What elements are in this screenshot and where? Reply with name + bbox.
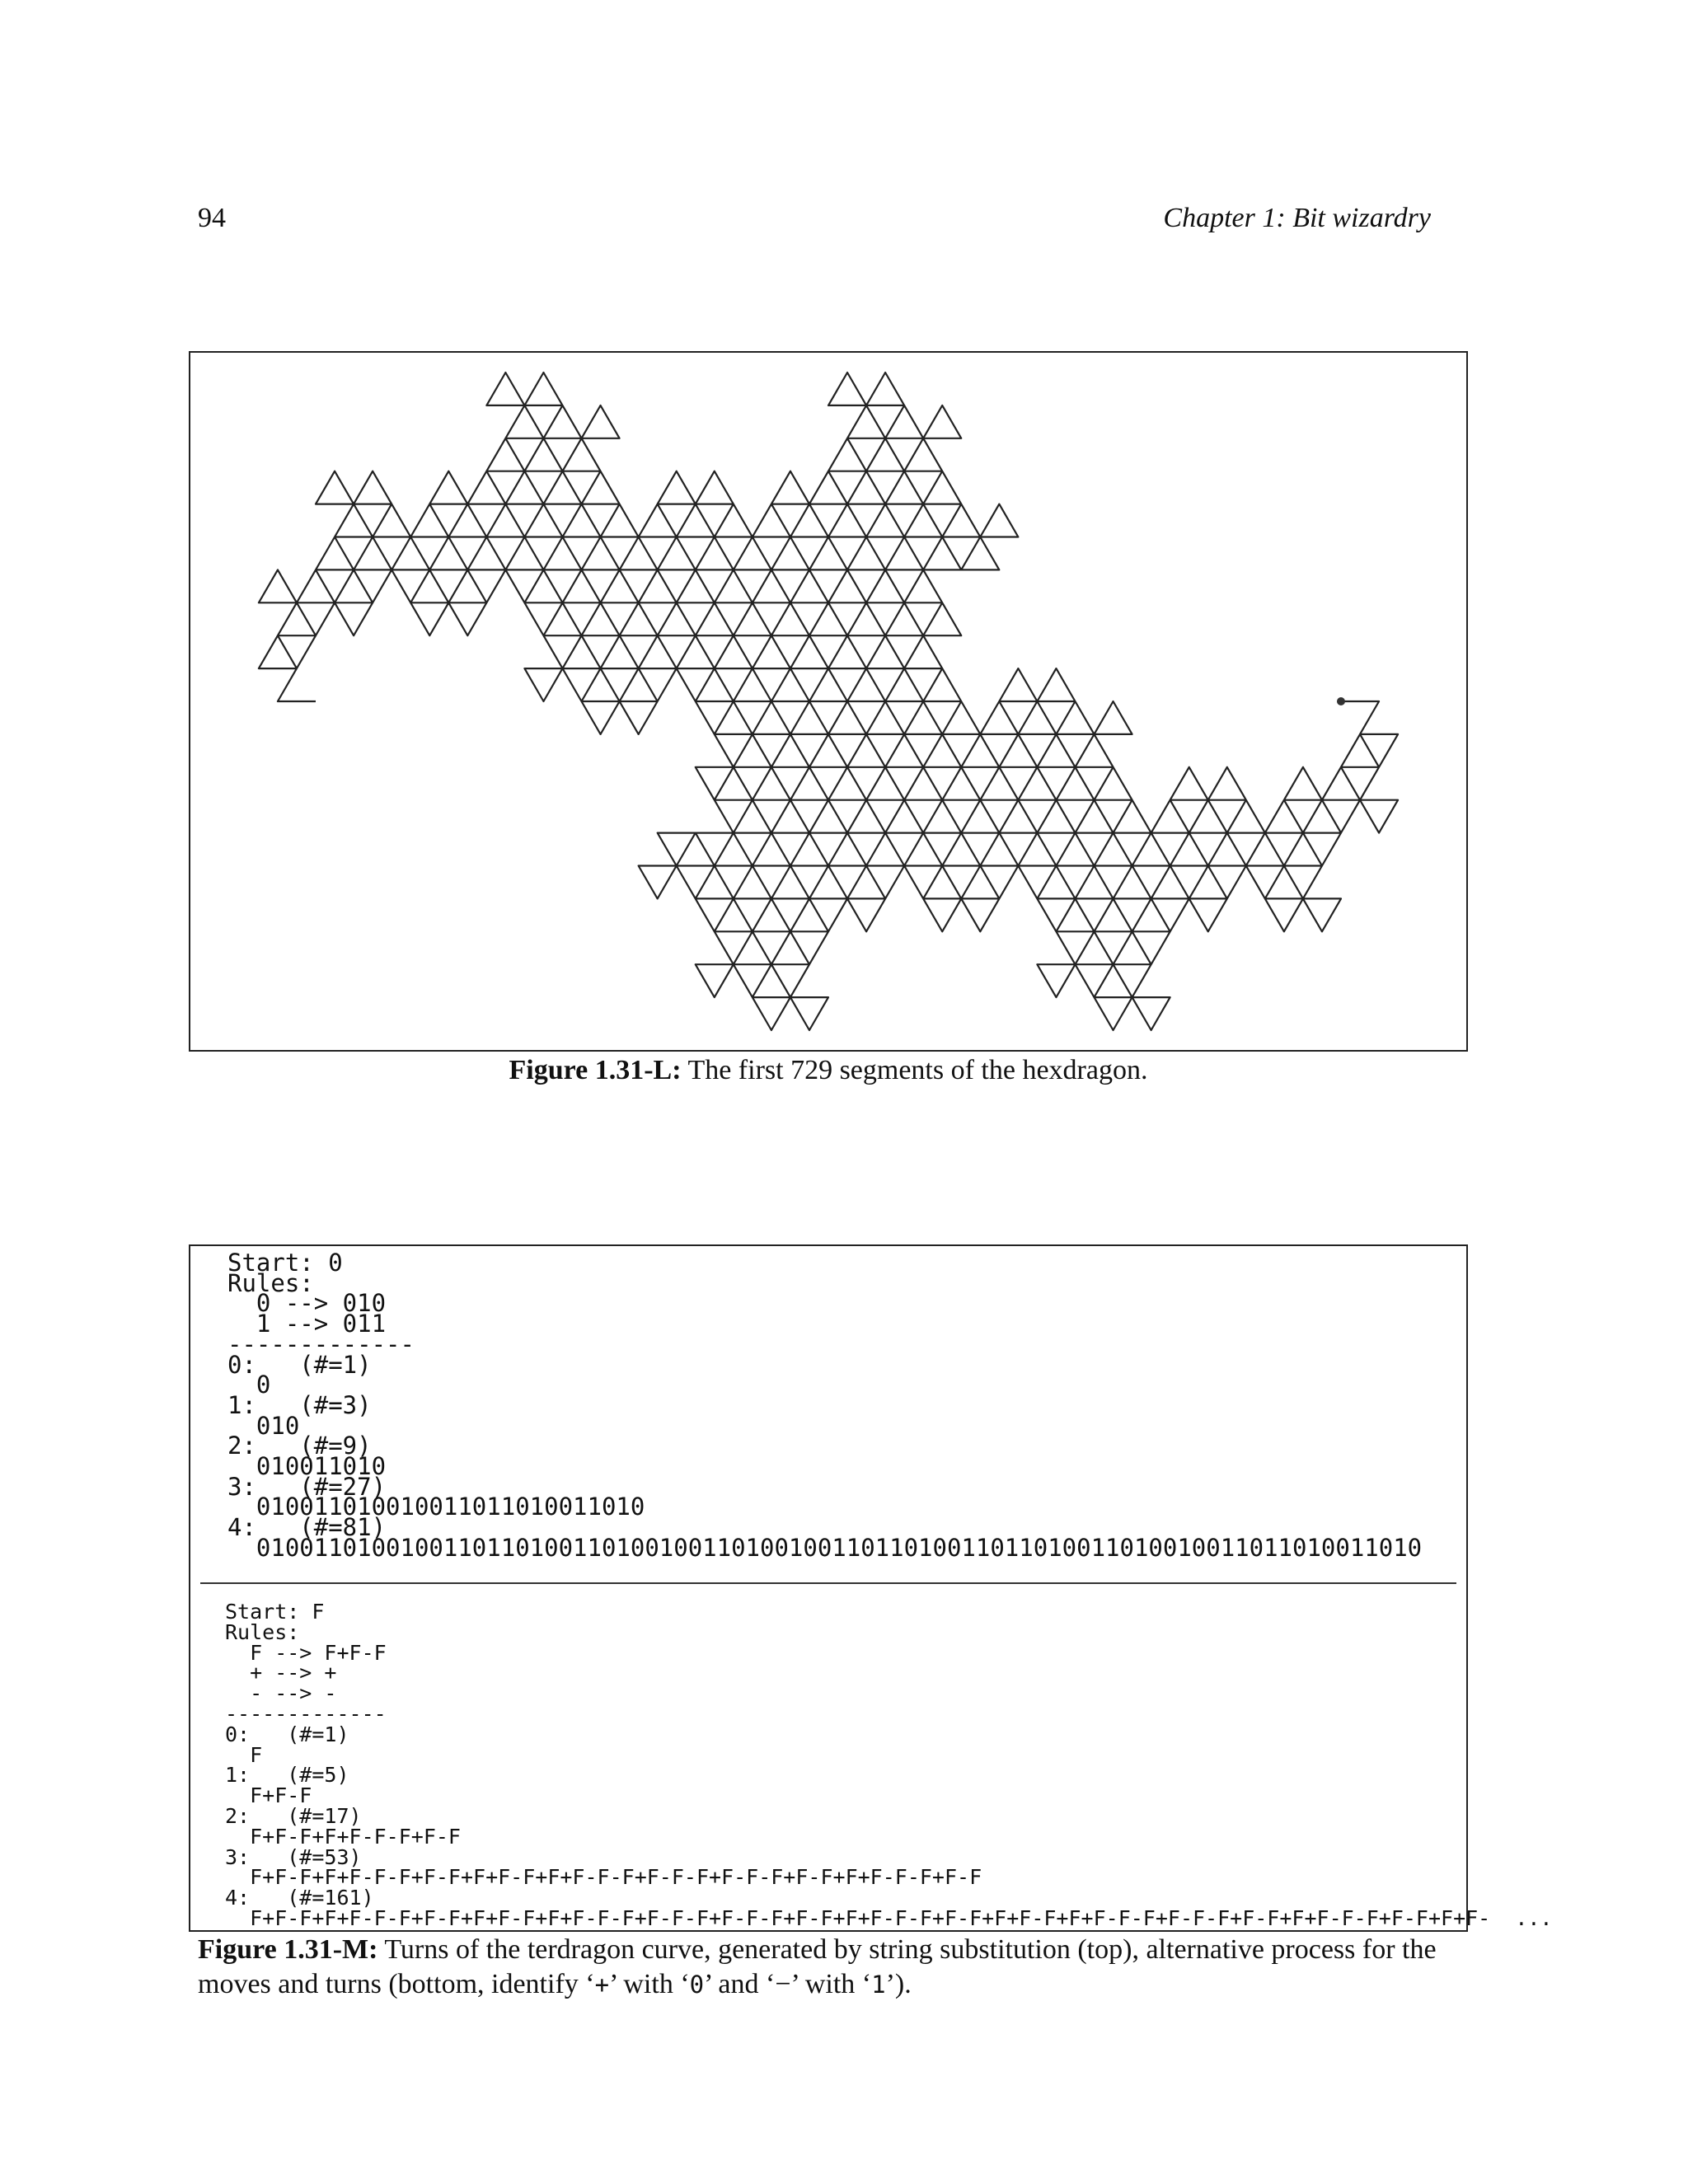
figure-l-caption — [189, 1055, 1468, 1086]
figure-l-caption-label: Figure 1.31-L: — [509, 1055, 682, 1085]
caption-symbol-plus: + — [594, 1971, 610, 1999]
figure-m-caption-text-5: ’). — [885, 1969, 912, 1999]
caption-symbol-zero: 0 — [689, 1971, 705, 1999]
hexdragon-curve — [259, 373, 1398, 1030]
substitution-listing-top: Start: 0 Rules: 0 --> 010 1 --> 011 ------------- 0: (#=1) 0 1: (#=3) 010 2: (#=9) 010011010 3: (#=27) 010011010010011011010011010 4: (#=81) 010011010010011011010011010010011010010011011010011011010011010010011011010011010 — [227, 1249, 1423, 1562]
page-number: 94 — [198, 203, 226, 233]
figure-m-caption-label: Figure 1.31-M: — [198, 1934, 378, 1965]
figure-terdragon-frame — [189, 1244, 1553, 1932]
caption-symbol-minus: − — [775, 1969, 791, 1999]
figure-m-caption-text-4: ’ with ‘ — [790, 1969, 872, 1999]
curve-start-dot — [1337, 697, 1345, 705]
figure-m-caption — [198, 1933, 1467, 2002]
listing-divider — [200, 1582, 1456, 1584]
running-head: Chapter 1: Bit wizardry — [1163, 203, 1431, 233]
substitution-listing-bottom: Start: F Rules: F --> F+F-F + --> + - --> - ------------- 0: (#=1) F 1: (#=5) F+F-F 2: (#=17) F+F-F+F+F-F-F+F-F 3: (#=53) F+F-F+F+F-F-F+F-F+F+F-F+F+F-F-F+F-F-F+F-F-F+F-F+F+F-F-F+F-F 4: (#=161) F+F-F+F+F-F-F+F-F+F+F-F+F+F-F-F+F-F-F+F-F-F+F-F+F+F-F-F+F-F+F+F-F+F+F-F-F+F-F-F+F-F+F+F-F-F+F-F+F+F- ... — [225, 1600, 1553, 1930]
figure-l-caption-text: The first 729 segments of the hexdragon. — [687, 1055, 1148, 1085]
figure-m-caption-text-3: ’ and ‘ — [704, 1969, 776, 1999]
figure-m-caption-text-1: Turns of the terdragon curve, generated by string substitution (top), alternative process for the moves and turns (bottom, identify ‘ — [198, 1934, 1437, 1999]
hexdragon-plot — [190, 353, 1466, 1050]
caption-symbol-one: 1 — [871, 1971, 886, 1999]
figure-m-caption-text-2: ’ with ‘ — [609, 1969, 690, 1999]
figure-hexdragon-frame — [189, 351, 1468, 1052]
